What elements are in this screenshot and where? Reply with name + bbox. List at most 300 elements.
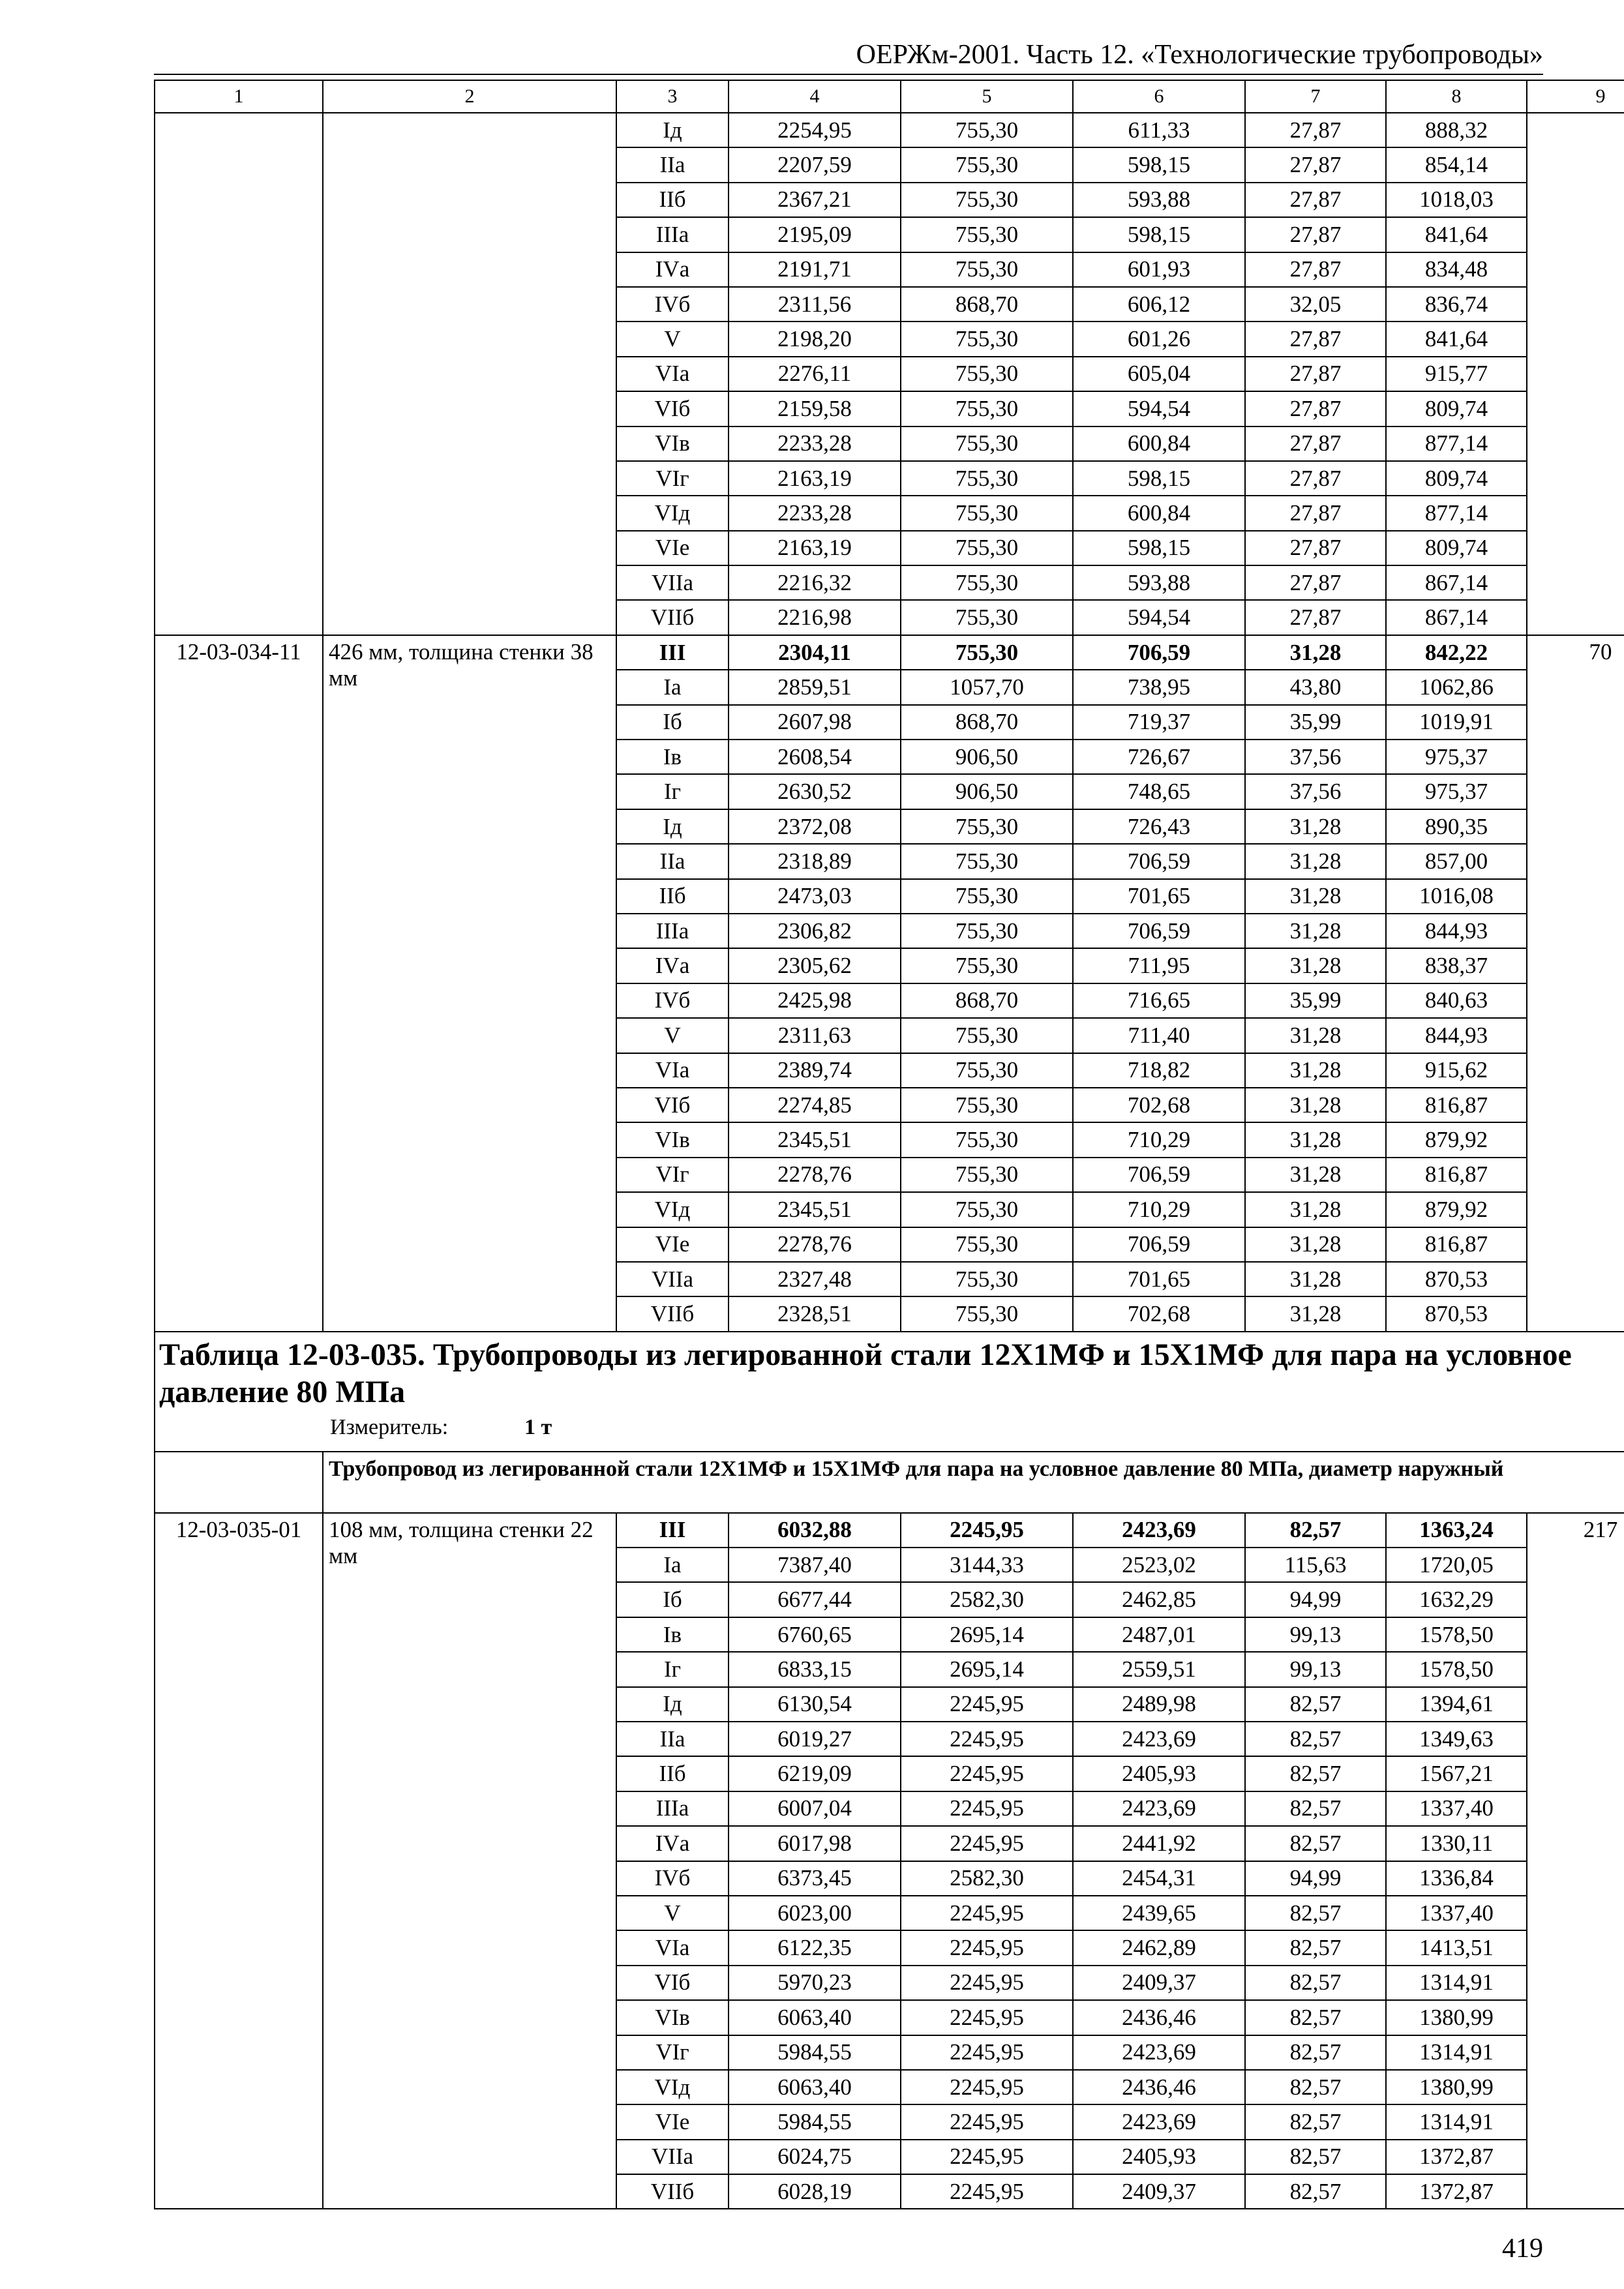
item-description-cell (323, 113, 616, 635)
value-cell: 2423,69 (1073, 1722, 1245, 1756)
value-cell: 31,28 (1245, 1262, 1386, 1296)
value-cell: 844,93 (1386, 914, 1527, 948)
value-cell: 2436,46 (1073, 2000, 1245, 2035)
value-cell: 6063,40 (729, 2070, 901, 2104)
category-cell: IVб (616, 983, 729, 1018)
value-cell: 2389,74 (729, 1053, 901, 1088)
value-cell: 2367,21 (729, 183, 901, 217)
value-cell: 2245,95 (901, 1513, 1073, 1548)
value-cell: 2695,14 (901, 1617, 1073, 1652)
value-cell: 27,87 (1245, 391, 1386, 426)
value-cell: 27,87 (1245, 461, 1386, 496)
value-cell: 1372,87 (1386, 2174, 1527, 2209)
column-number: 6 (1073, 80, 1245, 113)
value-cell: 755,30 (901, 426, 1073, 461)
value-cell: 2454,31 (1073, 1861, 1245, 1896)
value-cell: 755,30 (901, 113, 1073, 147)
value-cell: 755,30 (901, 600, 1073, 635)
value-cell: 706,59 (1073, 1158, 1245, 1192)
value-cell: 2245,95 (901, 2174, 1073, 2209)
value-cell: 94,99 (1245, 1861, 1386, 1896)
value-cell: 82,57 (1245, 1756, 1386, 1791)
value-cell: 755,30 (901, 357, 1073, 391)
page-header: ОЕРЖм-2001. Часть 12. «Технологические трубопроводы» (856, 40, 1543, 70)
value-cell: 27,87 (1245, 426, 1386, 461)
value-cell: 844,93 (1386, 1018, 1527, 1053)
value-cell: 2245,95 (901, 2035, 1073, 2070)
value-cell: 27,87 (1245, 600, 1386, 635)
value-cell: 594,54 (1073, 391, 1245, 426)
value-cell: 706,59 (1073, 635, 1245, 670)
value-cell: 748,65 (1073, 774, 1245, 809)
value-cell: 6122,35 (729, 1930, 901, 1965)
value-cell: 2233,28 (729, 496, 901, 530)
category-cell: VIг (616, 461, 729, 496)
value-cell: 2245,95 (901, 1930, 1073, 1965)
value-cell: 99,13 (1245, 1652, 1386, 1686)
col9-cell (1527, 113, 1624, 635)
item-code-cell: 12-03-034-11 (155, 635, 323, 1332)
table-body (155, 80, 1624, 2209)
value-cell: 2559,51 (1073, 1652, 1245, 1686)
category-cell: VIб (616, 1088, 729, 1122)
value-cell: 834,48 (1386, 252, 1527, 287)
value-cell: 975,37 (1386, 774, 1527, 809)
value-cell: 2195,09 (729, 217, 901, 252)
value-cell: 1363,24 (1386, 1513, 1527, 1548)
value-cell: 755,30 (901, 217, 1073, 252)
value-cell: 1632,29 (1386, 1582, 1527, 1617)
value-cell: 2405,93 (1073, 1756, 1245, 1791)
value-cell: 2163,19 (729, 531, 901, 565)
value-cell: 755,30 (901, 1088, 1073, 1122)
value-cell: 2245,95 (901, 1687, 1073, 1722)
value-cell: 601,93 (1073, 252, 1245, 287)
value-cell: 600,84 (1073, 496, 1245, 530)
value-cell: 809,74 (1386, 391, 1527, 426)
value-cell: 738,95 (1073, 670, 1245, 704)
value-cell: 2441,92 (1073, 1826, 1245, 1861)
value-cell: 2345,51 (729, 1122, 901, 1157)
value-cell: 1349,63 (1386, 1722, 1527, 1756)
value-cell: 879,92 (1386, 1122, 1527, 1157)
category-cell: VIе (616, 1227, 729, 1262)
value-cell: 593,88 (1073, 183, 1245, 217)
column-number-row (155, 80, 1624, 113)
value-cell: 2328,51 (729, 1296, 901, 1331)
value-cell: 2245,95 (901, 2104, 1073, 2139)
value-cell: 2278,76 (729, 1227, 901, 1262)
value-cell: 5984,55 (729, 2035, 901, 2070)
value-cell: 1578,50 (1386, 1652, 1527, 1686)
value-cell: 598,15 (1073, 217, 1245, 252)
category-cell: IIIа (616, 217, 729, 252)
value-cell: 755,30 (901, 809, 1073, 844)
value-cell: 2423,69 (1073, 1513, 1245, 1548)
value-cell: 706,59 (1073, 914, 1245, 948)
value-cell: 5970,23 (729, 1966, 901, 2000)
value-cell: 2523,02 (1073, 1548, 1245, 1582)
value-cell: 82,57 (1245, 1930, 1386, 1965)
value-cell: 82,57 (1245, 1722, 1386, 1756)
value-cell: 710,29 (1073, 1192, 1245, 1227)
value-cell: 2423,69 (1073, 1791, 1245, 1826)
value-cell: 1330,11 (1386, 1826, 1527, 1861)
value-cell: 2245,95 (901, 1791, 1073, 1826)
category-cell: Iа (616, 670, 729, 704)
section-header-row (155, 1332, 1624, 1452)
measure-line (159, 1414, 1624, 1441)
value-cell: 2216,98 (729, 600, 901, 635)
value-cell: 82,57 (1245, 1966, 1386, 2000)
value-cell: 82,57 (1245, 2035, 1386, 2070)
value-cell: 2436,46 (1073, 2070, 1245, 2104)
value-cell: 2159,58 (729, 391, 901, 426)
item-description-cell: 108 мм, толщина стенки 22 мм (323, 1513, 616, 2209)
value-cell: 718,82 (1073, 1053, 1245, 1088)
value-cell: 710,29 (1073, 1122, 1245, 1157)
category-cell: Iб (616, 1582, 729, 1617)
value-cell: 1314,91 (1386, 2104, 1527, 2139)
value-cell: 2473,03 (729, 879, 901, 914)
table-row (155, 1513, 1624, 1548)
value-cell: 6373,45 (729, 1861, 901, 1896)
value-cell: 915,62 (1386, 1053, 1527, 1088)
value-cell: 755,30 (901, 1296, 1073, 1331)
value-cell: 755,30 (901, 252, 1073, 287)
value-cell: 115,63 (1245, 1548, 1386, 1582)
value-cell: 1720,05 (1386, 1548, 1527, 1582)
value-cell: 841,64 (1386, 322, 1527, 356)
value-cell: 27,87 (1245, 496, 1386, 530)
value-cell: 836,74 (1386, 287, 1527, 322)
page-number: 419 (1502, 2234, 1543, 2264)
value-cell: 35,99 (1245, 705, 1386, 740)
value-cell: 2695,14 (901, 1652, 1073, 1686)
category-cell: IIа (616, 1722, 729, 1756)
value-cell: 2327,48 (729, 1262, 901, 1296)
value-cell: 2608,54 (729, 740, 901, 774)
value-cell: 1372,87 (1386, 2140, 1527, 2174)
column-number: 4 (729, 80, 901, 113)
value-cell: 37,56 (1245, 740, 1386, 774)
value-cell: 594,54 (1073, 600, 1245, 635)
value-cell: 1314,91 (1386, 1966, 1527, 2000)
value-cell: 1413,51 (1386, 1930, 1527, 1965)
value-cell: 31,28 (1245, 1122, 1386, 1157)
category-cell: IIб (616, 879, 729, 914)
value-cell: 719,37 (1073, 705, 1245, 740)
value-cell: 711,40 (1073, 1018, 1245, 1053)
value-cell: 2304,11 (729, 635, 901, 670)
value-cell: 755,30 (901, 1158, 1073, 1192)
value-cell: 27,87 (1245, 357, 1386, 391)
value-cell: 2318,89 (729, 844, 901, 878)
value-cell: 27,87 (1245, 252, 1386, 287)
value-cell: 598,15 (1073, 461, 1245, 496)
value-cell: 7387,40 (729, 1548, 901, 1582)
value-cell: 2245,95 (901, 2000, 1073, 2035)
value-cell: 82,57 (1245, 2000, 1386, 2035)
value-cell: 857,00 (1386, 844, 1527, 878)
category-cell: VIIб (616, 2174, 729, 2209)
value-cell: 870,53 (1386, 1262, 1527, 1296)
value-cell: 598,15 (1073, 147, 1245, 182)
value-cell: 841,64 (1386, 217, 1527, 252)
price-table (154, 80, 1624, 2209)
value-cell: 2487,01 (1073, 1617, 1245, 1652)
category-cell: III (616, 635, 729, 670)
column-number: 5 (901, 80, 1073, 113)
value-cell: 1314,91 (1386, 2035, 1527, 2070)
category-cell: IVа (616, 252, 729, 287)
value-cell: 2245,95 (901, 1966, 1073, 2000)
value-cell: 31,28 (1245, 1053, 1386, 1088)
value-cell: 1337,40 (1386, 1896, 1527, 1930)
value-cell: 31,28 (1245, 914, 1386, 948)
category-cell: VIIа (616, 2140, 729, 2174)
value-cell: 2582,30 (901, 1861, 1073, 1896)
value-cell: 82,57 (1245, 1896, 1386, 1930)
value-cell: 2305,62 (729, 948, 901, 983)
category-cell: VIIа (616, 1262, 729, 1296)
value-cell: 701,65 (1073, 1262, 1245, 1296)
category-cell: Iд (616, 1687, 729, 1722)
value-cell: 37,56 (1245, 774, 1386, 809)
value-cell: 816,87 (1386, 1227, 1527, 1262)
subheading-cell: Трубопровод из легированной стали 12Х1МФ и 15Х1МФ для пара на условное давление 80 МПа, диаметр наружный (323, 1452, 1624, 1513)
value-cell: 31,28 (1245, 879, 1386, 914)
category-cell: VIе (616, 531, 729, 565)
value-cell: 915,77 (1386, 357, 1527, 391)
value-cell: 755,30 (901, 1122, 1073, 1157)
value-cell: 6219,09 (729, 1756, 901, 1791)
value-cell: 755,30 (901, 183, 1073, 217)
category-cell: V (616, 1018, 729, 1053)
value-cell: 755,30 (901, 322, 1073, 356)
column-number: 9 (1527, 80, 1624, 113)
value-cell: 6063,40 (729, 2000, 901, 2035)
value-cell: 598,15 (1073, 531, 1245, 565)
category-cell: VIIб (616, 600, 729, 635)
category-cell: Iв (616, 740, 729, 774)
table-row (155, 113, 1624, 147)
category-cell: Iб (616, 705, 729, 740)
value-cell: 755,30 (901, 496, 1073, 530)
category-cell: Iд (616, 809, 729, 844)
category-cell: VIа (616, 357, 729, 391)
category-cell: IVб (616, 1861, 729, 1896)
value-cell: 906,50 (901, 740, 1073, 774)
value-cell: 2245,95 (901, 2070, 1073, 2104)
value-cell: 2245,95 (901, 2140, 1073, 2174)
value-cell: 1019,91 (1386, 705, 1527, 740)
value-cell: 2859,51 (729, 670, 901, 704)
category-cell: VIIа (616, 565, 729, 600)
value-cell: 2630,52 (729, 774, 901, 809)
value-cell: 2254,95 (729, 113, 901, 147)
category-cell: VIб (616, 1966, 729, 2000)
value-cell: 755,30 (901, 914, 1073, 948)
category-cell: IIб (616, 1756, 729, 1791)
value-cell: 6017,98 (729, 1826, 901, 1861)
value-cell: 605,04 (1073, 357, 1245, 391)
category-cell: IVа (616, 948, 729, 983)
value-cell: 890,35 (1386, 809, 1527, 844)
value-cell: 6130,54 (729, 1687, 901, 1722)
value-cell: 867,14 (1386, 600, 1527, 635)
value-cell: 27,87 (1245, 113, 1386, 147)
category-cell: Iа (616, 1548, 729, 1582)
value-cell: 906,50 (901, 774, 1073, 809)
column-number: 2 (323, 80, 616, 113)
value-cell: 2439,65 (1073, 1896, 1245, 1930)
value-cell: 2405,93 (1073, 2140, 1245, 2174)
value-cell: 2409,37 (1073, 1966, 1245, 2000)
value-cell: 711,95 (1073, 948, 1245, 983)
value-cell: 755,30 (901, 531, 1073, 565)
value-cell: 31,28 (1245, 1227, 1386, 1262)
value-cell: 2345,51 (729, 1192, 901, 1227)
category-cell: Iв (616, 1617, 729, 1652)
category-cell: V (616, 1896, 729, 1930)
value-cell: 31,28 (1245, 844, 1386, 878)
value-cell: 854,14 (1386, 147, 1527, 182)
value-cell: 702,68 (1073, 1296, 1245, 1331)
value-cell: 82,57 (1245, 1513, 1386, 1548)
value-cell: 870,53 (1386, 1296, 1527, 1331)
value-cell: 82,57 (1245, 2104, 1386, 2139)
value-cell: 6019,27 (729, 1722, 901, 1756)
category-cell: Iг (616, 774, 729, 809)
value-cell: 706,59 (1073, 1227, 1245, 1262)
category-cell: IIа (616, 147, 729, 182)
value-cell: 816,87 (1386, 1158, 1527, 1192)
category-cell: V (616, 322, 729, 356)
value-cell: 1380,99 (1386, 2070, 1527, 2104)
category-cell: IIIа (616, 914, 729, 948)
category-cell: IVб (616, 287, 729, 322)
value-cell: 82,57 (1245, 1791, 1386, 1826)
value-cell: 755,30 (901, 635, 1073, 670)
column-number: 3 (616, 80, 729, 113)
value-cell: 755,30 (901, 1018, 1073, 1053)
value-cell: 2274,85 (729, 1088, 901, 1122)
value-cell: 842,22 (1386, 635, 1527, 670)
value-cell: 2245,95 (901, 1896, 1073, 1930)
value-cell: 31,28 (1245, 948, 1386, 983)
value-cell: 2607,98 (729, 705, 901, 740)
category-cell: VIв (616, 426, 729, 461)
category-cell: VIд (616, 1192, 729, 1227)
category-cell: Iд (616, 113, 729, 147)
section-title: Таблица 12-03-035. Трубопроводы из легированной стали 12Х1МФ и 15Х1МФ для пара на условное давление 80 МПа (159, 1337, 1572, 1409)
value-cell: 2198,20 (729, 322, 901, 356)
value-cell: 99,13 (1245, 1617, 1386, 1652)
value-cell: 6024,75 (729, 2140, 901, 2174)
value-cell: 2207,59 (729, 147, 901, 182)
value-cell: 2582,30 (901, 1582, 1073, 1617)
value-cell: 6833,15 (729, 1652, 901, 1686)
category-cell: VIд (616, 2070, 729, 2104)
subheading-row (155, 1452, 1624, 1513)
item-code-cell: 12-03-035-01 (155, 1513, 323, 2209)
category-cell: VIв (616, 1122, 729, 1157)
value-cell: 877,14 (1386, 496, 1527, 530)
value-cell: 755,30 (901, 844, 1073, 878)
item-code-cell (155, 113, 323, 635)
value-cell: 1016,08 (1386, 879, 1527, 914)
value-cell: 600,84 (1073, 426, 1245, 461)
value-cell: 27,87 (1245, 531, 1386, 565)
value-cell: 755,30 (901, 147, 1073, 182)
value-cell: 27,87 (1245, 565, 1386, 600)
value-cell: 593,88 (1073, 565, 1245, 600)
value-cell: 82,57 (1245, 2174, 1386, 2209)
value-cell: 1394,61 (1386, 1687, 1527, 1722)
value-cell: 31,28 (1245, 1088, 1386, 1122)
value-cell: 868,70 (901, 287, 1073, 322)
value-cell: 2372,08 (729, 809, 901, 844)
value-cell: 702,68 (1073, 1088, 1245, 1122)
value-cell: 31,28 (1245, 1018, 1386, 1053)
category-cell: III (616, 1513, 729, 1548)
category-cell: VIIб (616, 1296, 729, 1331)
value-cell: 755,30 (901, 1227, 1073, 1262)
value-cell: 2425,98 (729, 983, 901, 1018)
value-cell: 2245,95 (901, 1756, 1073, 1791)
value-cell: 2233,28 (729, 426, 901, 461)
value-cell: 5984,55 (729, 2104, 901, 2139)
value-cell: 2278,76 (729, 1158, 901, 1192)
value-cell: 27,87 (1245, 217, 1386, 252)
category-cell: IIб (616, 183, 729, 217)
value-cell: 2489,98 (1073, 1687, 1245, 1722)
value-cell: 888,32 (1386, 113, 1527, 147)
header-rule (154, 74, 1543, 75)
value-cell: 868,70 (901, 705, 1073, 740)
value-cell: 726,43 (1073, 809, 1245, 844)
value-cell: 755,30 (901, 565, 1073, 600)
value-cell: 82,57 (1245, 2070, 1386, 2104)
value-cell: 755,30 (901, 1262, 1073, 1296)
value-cell: 31,28 (1245, 635, 1386, 670)
value-cell: 877,14 (1386, 426, 1527, 461)
category-cell: IVа (616, 1826, 729, 1861)
category-cell: IIа (616, 844, 729, 878)
value-cell: 2423,69 (1073, 2035, 1245, 2070)
value-cell: 1057,70 (901, 670, 1073, 704)
value-cell: 755,30 (901, 948, 1073, 983)
value-cell: 2462,85 (1073, 1582, 1245, 1617)
value-cell: 879,92 (1386, 1192, 1527, 1227)
section-header-cell (155, 1332, 1624, 1452)
value-cell: 816,87 (1386, 1088, 1527, 1122)
value-cell: 809,74 (1386, 461, 1527, 496)
value-cell: 6023,00 (729, 1896, 901, 1930)
value-cell: 27,87 (1245, 183, 1386, 217)
category-cell: VIе (616, 2104, 729, 2139)
category-cell: VIа (616, 1930, 729, 1965)
value-cell: 868,70 (901, 983, 1073, 1018)
category-cell: VIг (616, 1158, 729, 1192)
measure-unit: 1 т (524, 1414, 552, 1439)
value-cell: 2462,89 (1073, 1930, 1245, 1965)
value-cell: 3144,33 (901, 1548, 1073, 1582)
value-cell: 82,57 (1245, 1826, 1386, 1861)
value-cell: 611,33 (1073, 113, 1245, 147)
value-cell: 867,14 (1386, 565, 1527, 600)
